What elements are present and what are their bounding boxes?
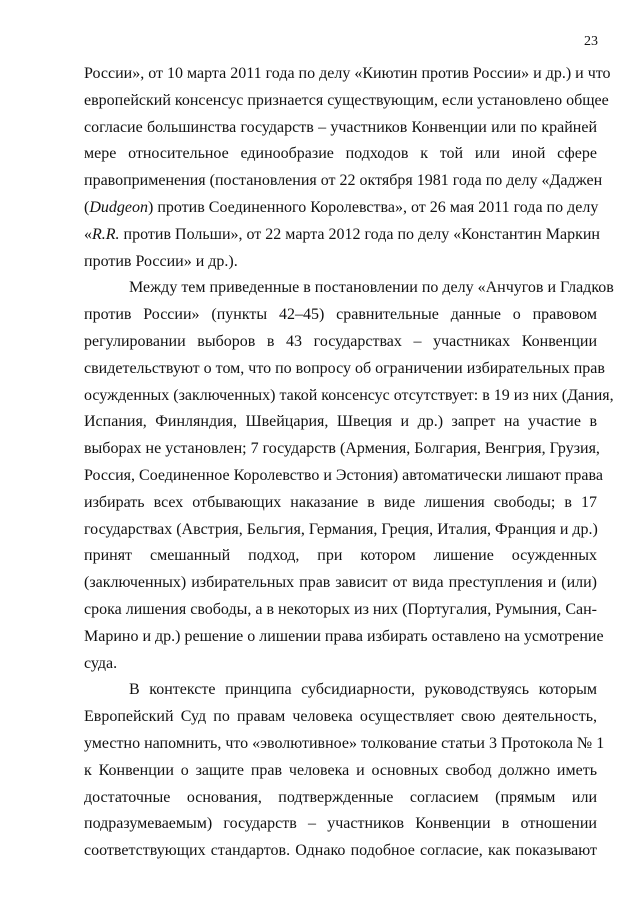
- text-line: суда.: [84, 654, 118, 672]
- text-line: государствах (Австрия, Бельгия, Германия, Греция, Италия, Франция и др.): [84, 520, 598, 538]
- text-line: европейский консенсус признается существующим, если установлено общее: [84, 91, 609, 109]
- text-line: «R.R. против Польши», от 22 марта 2012 года по делу «Константин Маркин: [84, 225, 600, 243]
- text-line: уместно напомнить, что «эволютивное» толкование статьи 3 Протокола № 1: [84, 734, 605, 752]
- paragraph-2: [84, 275, 614, 677]
- text-line: к Конвенции о защите прав человека и основных свобод должно иметь: [84, 761, 597, 779]
- text-line: Между тем приведенные в постановлении по делу «Анчугов и Гладков: [129, 279, 614, 297]
- body-text: [84, 61, 614, 865]
- text-line: (заключенных) избирательных прав зависит от вида преступления и (или): [84, 574, 597, 592]
- text-line: свидетельствуют о том, что по вопросу об ограничении избирательных прав: [84, 359, 605, 377]
- text-line: достаточные основания, подтвержденные согласием (прямым или: [84, 788, 597, 806]
- text-line: мере относительное единообразие подходов к той или иной сфере: [84, 145, 597, 163]
- text-line: Марино и др.) решение о лишении права избирать оставлено на усмотрение: [84, 627, 604, 645]
- text-line: Испания, Финляндия, Швейцария, Швеция и др.) запрет на участие в: [84, 413, 597, 431]
- text-line: принят смешанный подход, при котором лишение осужденных: [84, 547, 597, 565]
- text-line: срока лишения свободы, а в некоторых из них (Португалия, Румыния, Сан-: [84, 600, 597, 618]
- text-line: осужденных (заключенных) такой консенсус отсутствует: в 19 из них (Дания,: [84, 386, 614, 404]
- text-line: соответствующих стандартов. Однако подобное согласие, как показывают: [84, 842, 597, 860]
- text-line: согласие большинства государств – участников Конвенции или по крайней: [84, 118, 597, 136]
- text-line: Европейский Суд по правам человека осуществляет свою деятельность,: [84, 708, 597, 726]
- text-line: (Dudgeon) против Соединенного Королевства», от 26 мая 2011 года по делу: [84, 198, 599, 216]
- page-number: 23: [584, 34, 598, 49]
- text-line: правоприменения (постановления от 22 октября 1981 года по делу «Даджен: [84, 172, 603, 190]
- text-line: подразумеваемым) государств – участников Конвенции в отношении: [84, 815, 597, 833]
- text-line: выборах не установлен; 7 государств (Армения, Болгария, Венгрия, Грузия,: [84, 440, 600, 458]
- text-line: регулировании выборов в 43 государствах – участниках Конвенции: [84, 332, 597, 350]
- text-line: В контексте принципа субсидиарности, руководствуясь которым: [129, 681, 597, 699]
- text-line: против России» (пункты 42–45) сравнительные данные о правовом: [84, 306, 597, 324]
- text-line: России», от 10 марта 2011 года по делу «Киютин против России» и др.) и что: [84, 65, 611, 82]
- text-line: избирать всех отбывающих наказание в виде лишения свободы; в 17: [84, 493, 597, 511]
- paragraph-3: [84, 677, 605, 865]
- text-line: Россия, Соединенное Королевство и Эстония) автоматически лишают права: [84, 466, 603, 484]
- paragraph-1: [84, 61, 611, 275]
- text-line: против России» и др.).: [84, 252, 238, 270]
